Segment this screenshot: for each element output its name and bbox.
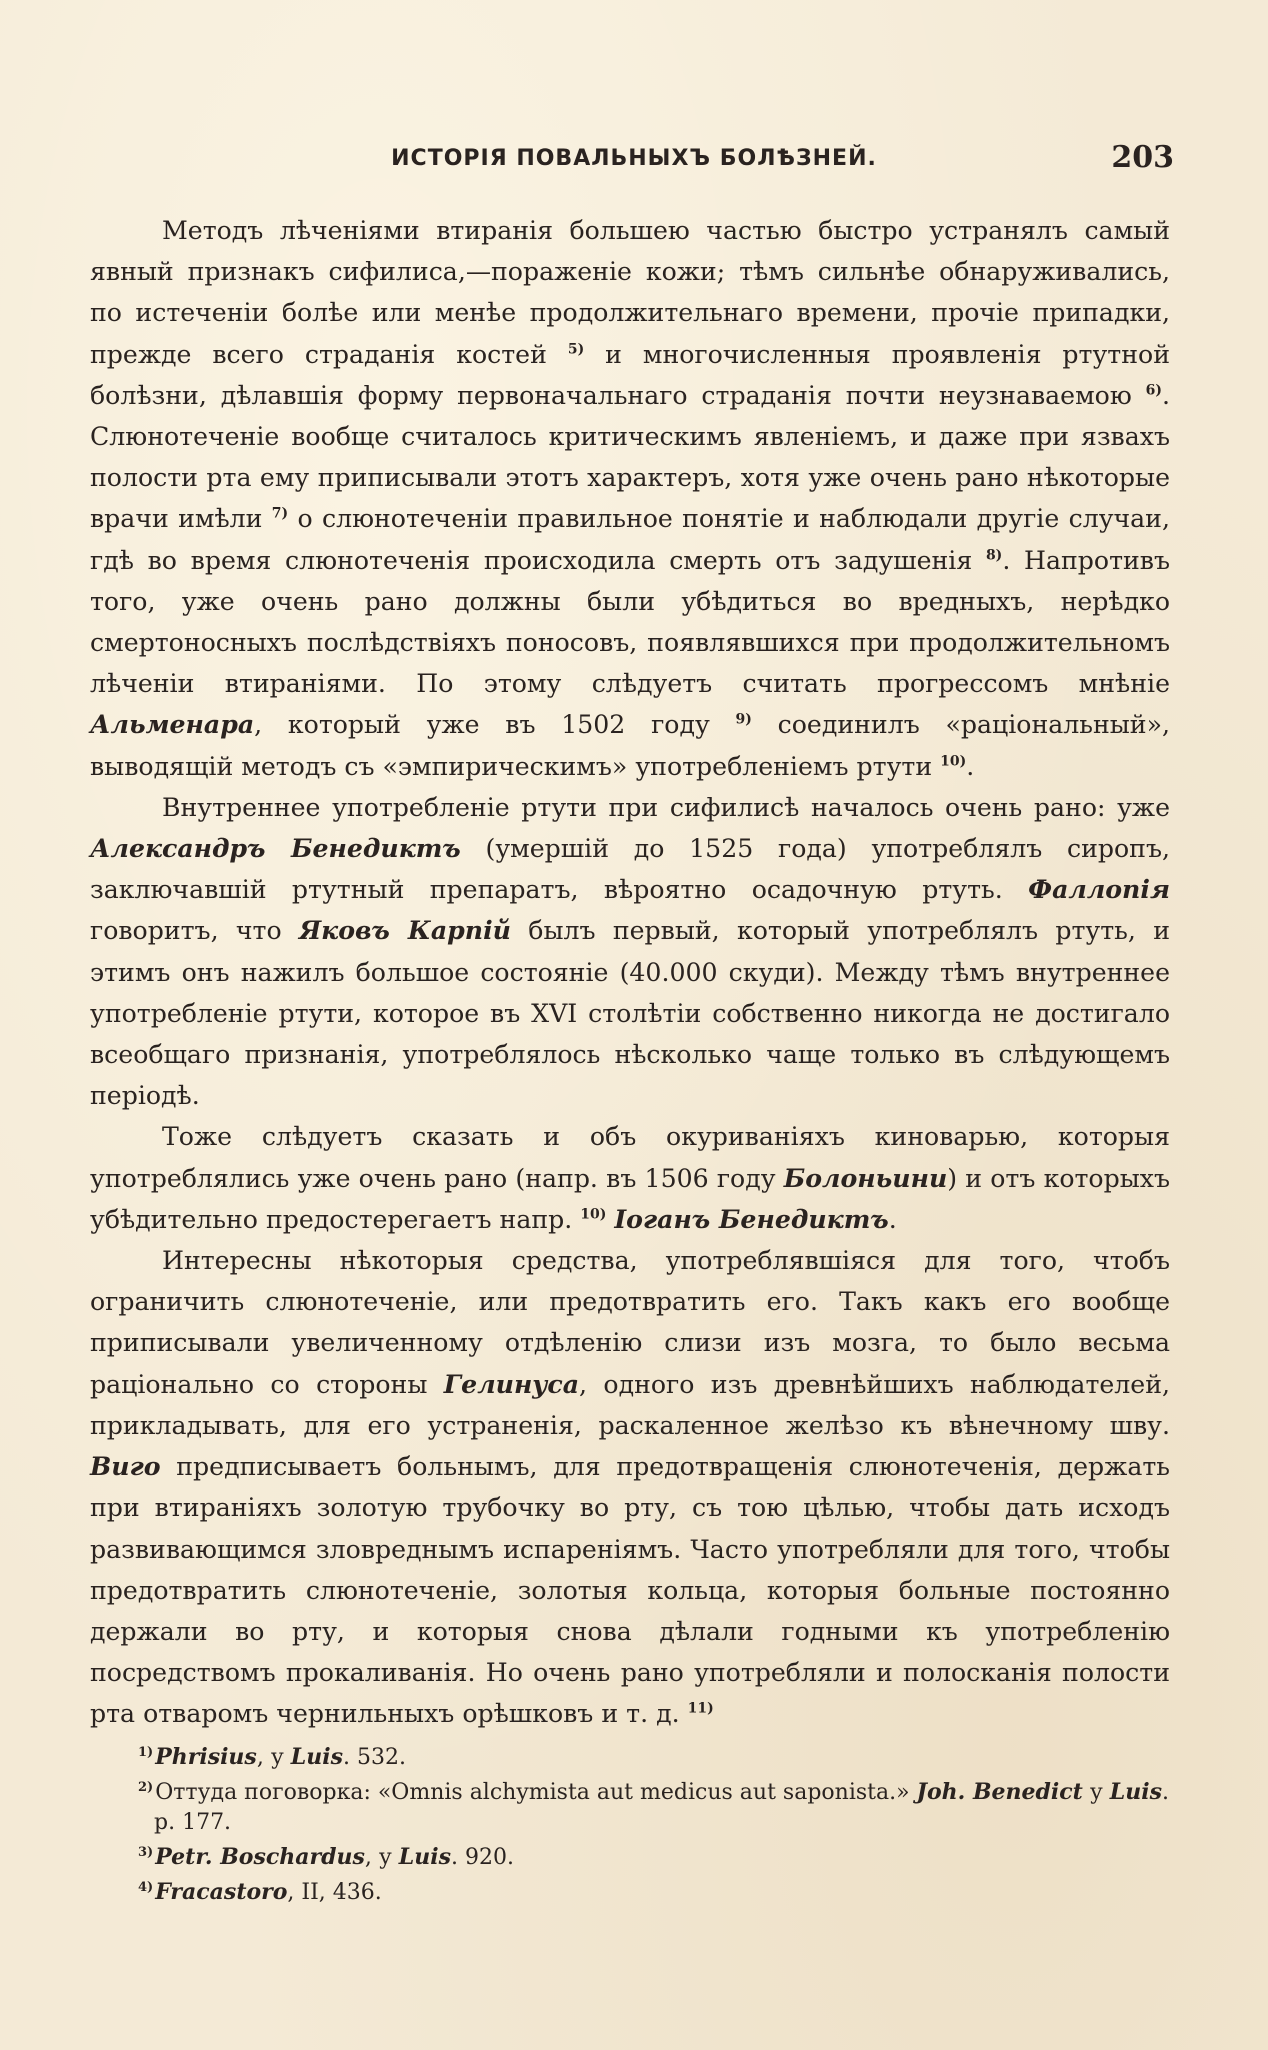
text-run: о слюнотеченіи правильное понятіе и наблюдали другіе случаи, гдѣ во время слюнотеченія происходила смерть отъ задушенія [90, 504, 1170, 575]
proper-name: Болоньини [783, 1162, 948, 1193]
proper-name: Александръ Бенедиктъ [90, 833, 461, 864]
text-run: Оттуда поговорка: «Omnis alchymista aut medicus aut saponista.» [155, 1780, 917, 1805]
footnote-reference: 7) [271, 506, 289, 523]
proper-name: Іоганъ Бенедиктъ [614, 1203, 889, 1234]
paragraph [90, 1116, 1170, 1240]
text-run: . 532. [342, 1745, 406, 1770]
text-run: Интересны нѣкоторыя средства, употреблявшіяся для того, чтобъ ограничить слюнотеченіе, или предотвратить его. Такъ какъ его вообще приписывали увеличенному отдѣленію слизи изъ мозга, то было весьма раціонально со стороны [90, 1246, 1170, 1399]
proper-name: Petr. Boschardus [155, 1844, 365, 1870]
footnote-reference: 10) [940, 753, 967, 770]
text-run: . Слюнотеченіе вообще считалось критическимъ явленіемъ, и даже при язвахъ полости рта ему приписывали этотъ характеръ, хотя уже очень рано нѣкоторые врачи имѣли [90, 380, 1170, 534]
proper-name: Fracastoro [155, 1879, 288, 1905]
text-run: соединилъ «раціональный», выводящій методъ съ «эмпирическимъ» употребленіемъ ртути [90, 710, 1171, 781]
text-run: , одного изъ древнѣйшихъ наблюдателей, прикладывать, для его устраненія, раскаленное желѣзо къ вѣнечному шву. [90, 1369, 1170, 1440]
text-run: . [888, 1204, 897, 1234]
proper-name: Гелинуса [443, 1368, 580, 1399]
text-run: . [966, 751, 975, 781]
footnotes [90, 1742, 1170, 1912]
text-run: Тоже слѣдуетъ сказать и объ окуриваніяхъ киноварью, которыя употреблялись уже очень рано (напр. въ 1506 году [90, 1122, 1170, 1193]
text-run: . Напротивъ того, уже очень рано должны были убѣдиться во вредныхъ, нерѣдко смертоносныхъ послѣдствіяхъ поносовъ, появлявшихся при продолжительномъ лѣченіи втираніями. По этому слѣдуетъ считать прогрессомъ мнѣніе [90, 545, 1171, 699]
text-run: ) и отъ которыхъ убѣдительно предостерегаетъ напр. [90, 1163, 1170, 1234]
text-run: , II, 436. [287, 1880, 382, 1905]
footnote-reference: 10) [580, 1206, 607, 1223]
text-run: . 920. [451, 1845, 514, 1870]
text-run: говоритъ, что [90, 916, 299, 946]
text-run: Внутреннее употребленіе ртути при сифилисѣ началось очень рано: уже [162, 792, 1170, 822]
body-text [90, 210, 1170, 1735]
proper-name: Яковъ Карпій [298, 915, 511, 946]
text-run: . p. 177. [154, 1780, 1169, 1835]
footnote [90, 1877, 1170, 1908]
footnote-reference: 8) [985, 547, 1003, 564]
proper-name: Joh. Benedict [916, 1779, 1083, 1805]
text-run: , который уже въ 1502 году [254, 710, 736, 740]
footnote [90, 1777, 1170, 1838]
footnote-reference: 5) [567, 341, 585, 358]
proper-name: Виго [90, 1451, 161, 1482]
text-run: у [1082, 1780, 1110, 1805]
paragraph [90, 787, 1170, 1117]
proper-name: Luis [1109, 1779, 1162, 1805]
proper-name: Фаллопія [1028, 874, 1170, 905]
page-header [90, 140, 1178, 180]
proper-name: Luis [398, 1844, 452, 1870]
proper-name: Phrisius [155, 1744, 257, 1770]
text-run: (умершій до 1525 года) употреблялъ сиропъ, заключавшій ртутный препаратъ, вѣроятно осадочную ртуть. [90, 834, 1170, 905]
page-number: 203 [1111, 140, 1174, 175]
text-run: , у [256, 1745, 291, 1770]
footnote-reference: 9) [735, 712, 752, 729]
footnote-mark: 3) [138, 1844, 154, 1860]
footnote-reference: 6) [1145, 382, 1162, 399]
proper-name: Альменара [90, 709, 255, 740]
footnote-reference: 11) [687, 1700, 714, 1717]
footnote [90, 1742, 1170, 1773]
running-head: ИСТОРІЯ ПОВАЛЬНЫХЪ БОЛѢЗНЕЙ. [391, 146, 877, 171]
text-run: , у [364, 1845, 399, 1870]
footnote [90, 1842, 1170, 1873]
footnote-mark: 1) [138, 1744, 154, 1760]
text-run: и многочисленныя проявленія ртутной болѣзни, дѣлавшія форму первоначальнаго страданія почти неузнаваемою [90, 339, 1170, 410]
text-run: былъ первый, который употреблялъ ртуть, и этимъ онъ нажилъ большое состояніе (40.000 скуди). Между тѣмъ внутреннее употребленіе ртути, которое въ XVI столѣтіи собственно никогда не достигало всеобщаго признанія, употреблялось нѣсколько чаще только въ слѣдующемъ періодѣ. [90, 916, 1170, 1111]
proper-name: Luis [290, 1744, 343, 1770]
text-run: Методъ лѣченіями втиранія большею частью быстро устранялъ самый явный признакъ сифилиса,—пораженіе кожи; тѣмъ сильнѣе обнаруживались, по истеченіи болѣе или менѣе продолжительнаго времени, прочіе припадки, прежде всего страданія костей [90, 216, 1170, 369]
footnote-mark: 2) [138, 1779, 154, 1795]
text-run: предписываетъ больнымъ, для предотвращенія слюнотеченія, держать при втираніяхъ золотую трубочку во рту, съ тою цѣлью, чтобы дать исходъ развивающимся зловреднымъ испареніямъ. Часто употребляли для того, чтобы предотвратить слюнотеченіе, золотыя кольца, которыя больные постоянно держали во рту, и которыя снова дѣлали годными къ употребленію посредствомъ прокаливанія. Но очень рано употребляли и полосканія полости рта отваромъ чернильныхъ орѣшковъ и т. д. [90, 1452, 1170, 1729]
footnote-mark: 4) [138, 1879, 154, 1895]
paragraph [90, 1240, 1170, 1734]
paragraph [90, 210, 1170, 787]
